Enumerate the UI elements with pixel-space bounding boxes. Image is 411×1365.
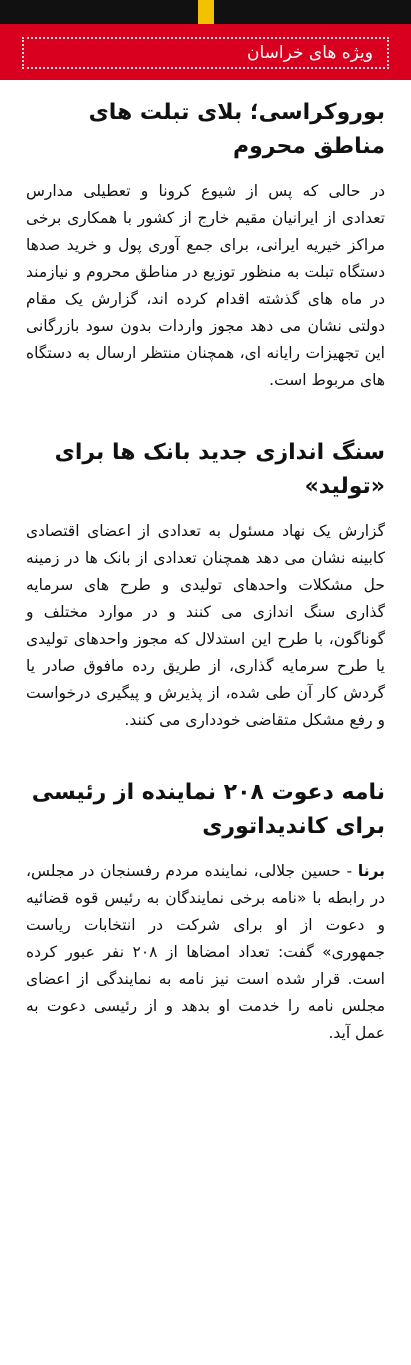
article-1-title: بوروکراسی؛ بلای تبلت های مناطق محروم (88, 100, 385, 159)
top-bar-yellow-accent (198, 0, 214, 24)
section-banner-frame (22, 37, 389, 69)
article-1 (26, 96, 385, 394)
section-banner (0, 24, 411, 80)
article-3 (26, 776, 385, 1047)
top-bar-black-left (0, 0, 198, 24)
top-bar-black-right (214, 0, 411, 24)
articles-column (26, 96, 385, 1089)
article-3-title: نامه دعوت ۲۰۸ نماینده از رئیسی برای کاندیداتوری (31, 780, 385, 839)
article-2-body: گزارش یک نهاد مسئول به تعدادی از اعضای اقتصادی کابینه نشان می دهد همچنان تعدادی از بانک ها در زمینه حل مشکلات واحدهای تولیدی و طرح های سرمایه گذاری سنگ اندازی می کنند و در موارد مختلف و گوناگون، با طرح این استدلال که مجوز واحدهای تولیدی یا طرح سرمایه گذاری، از طریق رده مافوق صادر یا گردش کار آن طی شده، از پذیرش و پیگیری درخواست و رفع مشکل متقاضی خودداری می کنند. (26, 522, 385, 729)
article-2 (26, 436, 385, 734)
article-2-title: سنگ اندازی جدید بانک ها برای «تولید» (54, 440, 385, 499)
article-3-text: - حسین جلالی، نماینده مردم رفسنجان در مجلس، در رابطه با «نامه برخی نمایندگان به رئیس قوه قضائیه و دعوت از او برای شرکت در انتخابات ریاست جمهوری» گفت: تعداد امضاها از ۲۰۸ نفر عبور کرده است. قرار شده است نیز نامه به نمایندگی از اعضای مجلس نامه را خدمت او بدهد و از رئیسی دعوت به عمل آید. (26, 862, 385, 1042)
article-1-body: در حالی که پس از شیوع کرونا و تعطیلی مدارس تعدادی از ایرانیان مقیم خارج از کشور با همکاری برخی مراکز خیریه ایرانی، برای جمع آوری پول و خرید صدها دستگاه تبلت به منظور توزیع در مناطق محروم و نیازمند در ماه های گذشته اقدام کرده اند، گزارش یک مقام دولتی نشان می دهد مجوز واردات بدون سود بازرگانی این تجهیزات رایانه ای، همچنان منتظر ارسال به دستگاه های مربوط است. (26, 182, 385, 389)
article-3-lead: برنا (357, 862, 385, 880)
top-color-bar (0, 0, 411, 24)
article-3-body (26, 858, 385, 1047)
section-label: ویژه های خراسان (246, 43, 373, 63)
